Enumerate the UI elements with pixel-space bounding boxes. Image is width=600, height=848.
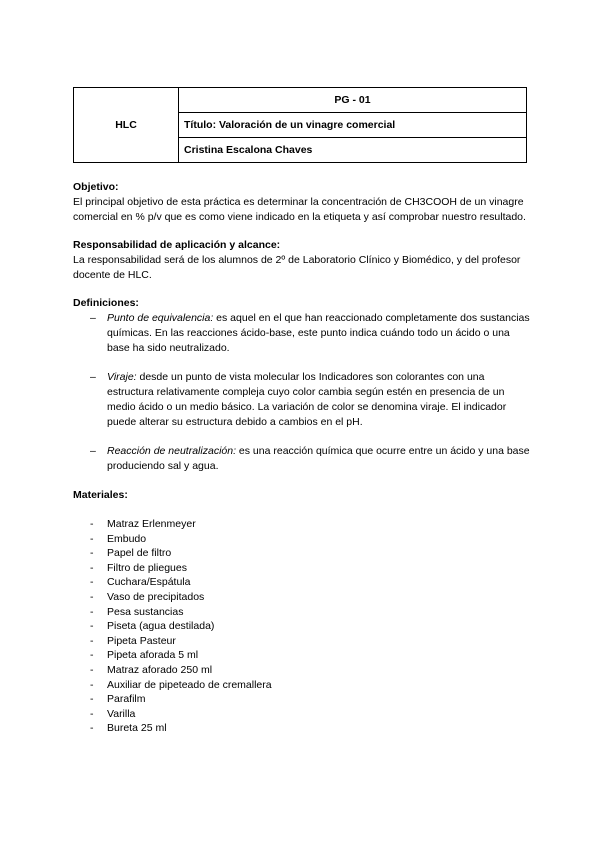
bullet-dash: - (90, 722, 94, 735)
section-heading: Responsabilidad de aplicación y alcance: (73, 239, 281, 251)
definition-term: Punto de equivalencia: (107, 312, 214, 324)
section-heading: Definiciones: (73, 297, 139, 309)
bullet-dash: - (90, 620, 94, 633)
list-item (73, 590, 531, 605)
section-heading: Materiales: (73, 489, 128, 501)
material-name: Parafilm (107, 693, 146, 706)
document-body (73, 180, 531, 749)
list-item (73, 546, 531, 561)
material-name: Auxiliar de pipeteado de cremallera (107, 678, 272, 691)
bullet-dash: – (90, 312, 96, 324)
list-item (73, 561, 531, 576)
header-left-cell: HLC (74, 88, 179, 163)
material-name: Vaso de precipitados (107, 590, 205, 603)
list-item (73, 532, 531, 547)
bullet-dash: - (90, 634, 94, 647)
material-name: Varilla (107, 707, 136, 720)
material-name: Bureta 25 ml (107, 722, 167, 735)
list-item (73, 721, 531, 736)
section-definiciones (73, 296, 531, 474)
list-item (73, 311, 531, 356)
material-name: Matraz aforado 250 ml (107, 663, 213, 676)
definition-text: es una reacción química que ocurre entre un ácido y una base produciendo sal y agua. (107, 445, 530, 472)
material-name: Pesa sustancias (107, 605, 184, 618)
bullet-dash: - (90, 707, 94, 720)
material-name: Matraz Erlenmeyer (107, 518, 196, 530)
section-responsabilidad (73, 238, 531, 283)
list-item (73, 707, 531, 722)
definition-term: Viraje: (107, 371, 137, 383)
list-item (73, 619, 531, 634)
list-item (73, 575, 531, 590)
definition-text: es aquel en el que han reaccionado completamente dos sustancias químicas. En las reacciones ácido-base, este punto indica cuándo todo un ácido o una base ha sido neutralizado. (107, 312, 530, 354)
section-heading: Objetivo: (73, 181, 119, 193)
bullet-dash: – (90, 371, 96, 383)
materials-list (73, 517, 531, 736)
list-item (73, 678, 531, 693)
section-text: El principal objetivo de esta práctica es determinar la concentración de CH3COOH de un vinagre comercial en % p/v que es como viene indicado en la etiqueta y así comprobar nuestro resultado. (73, 196, 526, 223)
document-title: Título: Valoración de un vinagre comercial (179, 113, 527, 138)
document-code: PG - 01 (179, 88, 527, 113)
bullet-dash: - (90, 649, 94, 662)
bullet-dash: - (90, 663, 94, 676)
section-objetivo (73, 180, 531, 225)
bullet-dash: - (90, 590, 94, 603)
material-name: Cuchara/Espátula (107, 576, 191, 589)
bullet-dash: – (90, 445, 96, 457)
material-name: Papel de filtro (107, 547, 172, 560)
document-author: Cristina Escalona Chaves (179, 138, 527, 163)
bullet-dash: - (90, 678, 94, 691)
section-materiales (73, 488, 531, 736)
material-name: Piseta (agua destilada) (107, 620, 215, 633)
list-item (73, 663, 531, 678)
list-item (73, 634, 531, 649)
header-table (73, 87, 527, 163)
definition-text: desde un punto de vista molecular los Indicadores son colorantes con una estructura relativamente compleja cuyo color cambia según estén en presencia de un medio ácido o un medio básico. La variación de color se denomina viraje. El indicador puede alterar su estructura debido a cambios en el pH. (107, 371, 507, 428)
bullet-dash: - (90, 605, 94, 618)
bullet-dash: - (90, 561, 94, 574)
bullet-dash: - (90, 576, 94, 589)
bullet-dash: - (90, 518, 94, 530)
bullet-dash: - (90, 532, 94, 545)
definitions-list (73, 311, 531, 474)
material-name: Embudo (107, 532, 147, 545)
material-name: Pipeta Pasteur (107, 634, 176, 647)
list-item (73, 444, 531, 474)
list-item (73, 692, 531, 707)
material-name: Filtro de pliegues (107, 561, 187, 574)
list-item (73, 370, 531, 430)
definition-term: Reacción de neutralización: (107, 445, 236, 457)
section-text: La responsabilidad será de los alumnos de 2º de Laboratorio Clínico y Biomédico, y del profesor docente de HLC. (73, 254, 521, 281)
bullet-dash: - (90, 693, 94, 706)
list-item (73, 648, 531, 663)
bullet-dash: - (90, 547, 94, 560)
material-name: Pipeta aforada 5 ml (107, 649, 199, 662)
list-item (73, 605, 531, 620)
list-item (73, 517, 531, 532)
